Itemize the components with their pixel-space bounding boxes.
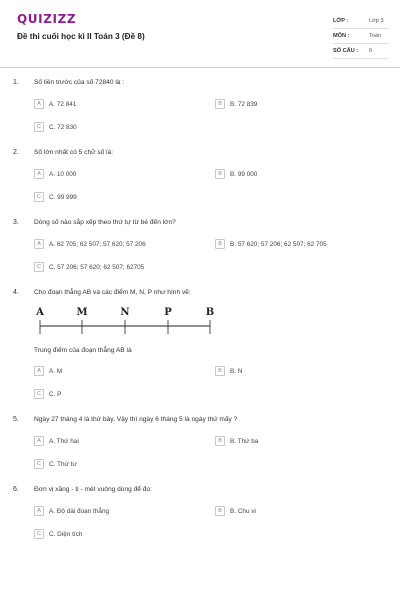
option-text: C. Thứ tư — [49, 461, 77, 468]
worksheet-header — [0, 0, 400, 68]
question-number: 3. — [13, 219, 19, 226]
option-letter-box: C — [34, 459, 44, 469]
quizizz-logo: QUIZIZZ — [17, 12, 77, 26]
option-text: B. 57 620; 57 206; 62 507; 62 705 — [230, 241, 327, 248]
point-label-n: N — [120, 307, 130, 318]
segment-ab-figure — [30, 303, 220, 343]
option-letter-box: C — [34, 529, 44, 539]
meta-key: MÔN : — [333, 33, 350, 39]
point-label-a: A — [36, 307, 44, 318]
question-number: 1. — [13, 79, 19, 86]
option-letter-box: A — [34, 366, 44, 376]
option-letter-box: B — [215, 169, 225, 179]
question-text: Dòng số nào sắp xếp theo thứ tự từ bé đến lớn? — [34, 219, 176, 226]
meta-row-count — [333, 44, 389, 59]
option-text: C. P — [49, 391, 62, 398]
question-text: Ngày 27 tháng 4 là thứ bảy. Vậy thì ngày 6 tháng 5 là ngày thứ mấy ? — [34, 416, 238, 423]
option-letter-box: C — [34, 192, 44, 202]
header-divider — [0, 67, 400, 68]
option-text: B. Thứ ba — [230, 438, 259, 445]
meta-key: LỚP : — [333, 18, 349, 24]
meta-value: Toán — [369, 33, 382, 39]
meta-value: 6 — [369, 48, 373, 54]
option-text: B. Chu vi — [230, 508, 256, 515]
page-title: Đề thi cuối học kì II Toán 3 (Đề 8) — [17, 32, 145, 41]
option-text: C. 57 206; 57 620; 62 507; 62705 — [49, 264, 145, 271]
point-label-p: P — [164, 307, 172, 318]
point-label-m: M — [76, 307, 88, 318]
option-text: A. M — [49, 368, 63, 375]
option-letter-box: B — [215, 99, 225, 109]
option-text: B. 72 839 — [230, 101, 258, 108]
option-text: B. 99 000 — [230, 171, 258, 178]
option-letter-box: B — [215, 436, 225, 446]
question-subtext: Trung điểm của đoạn thẳng AB là — [34, 347, 132, 354]
meta-key: SỐ CÂU : — [333, 48, 359, 54]
option-text: A. 10 000 — [49, 171, 77, 178]
option-letter-box: A — [34, 239, 44, 249]
option-letter-box: C — [34, 262, 44, 272]
option-letter-box: C — [34, 389, 44, 399]
option-letter-box: B — [215, 506, 225, 516]
option-text: C. 99 999 — [49, 194, 77, 201]
option-text: A. Thứ hai — [49, 438, 79, 445]
option-text: A. 62 705; 62 507; 57 620; 57 206 — [49, 241, 146, 248]
meta-row-class — [333, 14, 389, 29]
question-text: Cho đoạn thẳng AB và các điểm M, N, P như hình vẽ: — [34, 289, 191, 296]
meta-value: Lớp 3 — [369, 18, 384, 24]
option-text: A. Độ dài đoạn thẳng — [49, 508, 110, 515]
option-text: A. 72 841 — [49, 101, 77, 108]
meta-table — [333, 14, 389, 59]
option-letter-box: A — [34, 436, 44, 446]
option-letter-box: A — [34, 99, 44, 109]
option-letter-box: A — [34, 506, 44, 516]
option-letter-box: B — [215, 239, 225, 249]
question-number: 4. — [13, 289, 19, 296]
option-letter-box: A — [34, 169, 44, 179]
question-number: 6. — [13, 486, 19, 493]
question-number: 5. — [13, 416, 19, 423]
option-text: B. N — [230, 368, 243, 375]
meta-row-subject — [333, 29, 389, 44]
segment-svg — [30, 303, 220, 343]
question-text: Số lớn nhất có 5 chữ số là: — [34, 149, 114, 156]
point-label-b: B — [205, 307, 215, 318]
option-text: C. Diện tích — [49, 531, 83, 538]
option-letter-box: C — [34, 122, 44, 132]
option-text: C. 72 830 — [49, 124, 77, 131]
question-text: Đơn vị xăng - ti - mét vuông dùng để đo: — [34, 486, 152, 493]
option-letter-box: B — [215, 366, 225, 376]
question-number: 2. — [13, 149, 19, 156]
question-text: Số liền trước của số 72840 là : — [34, 79, 125, 86]
